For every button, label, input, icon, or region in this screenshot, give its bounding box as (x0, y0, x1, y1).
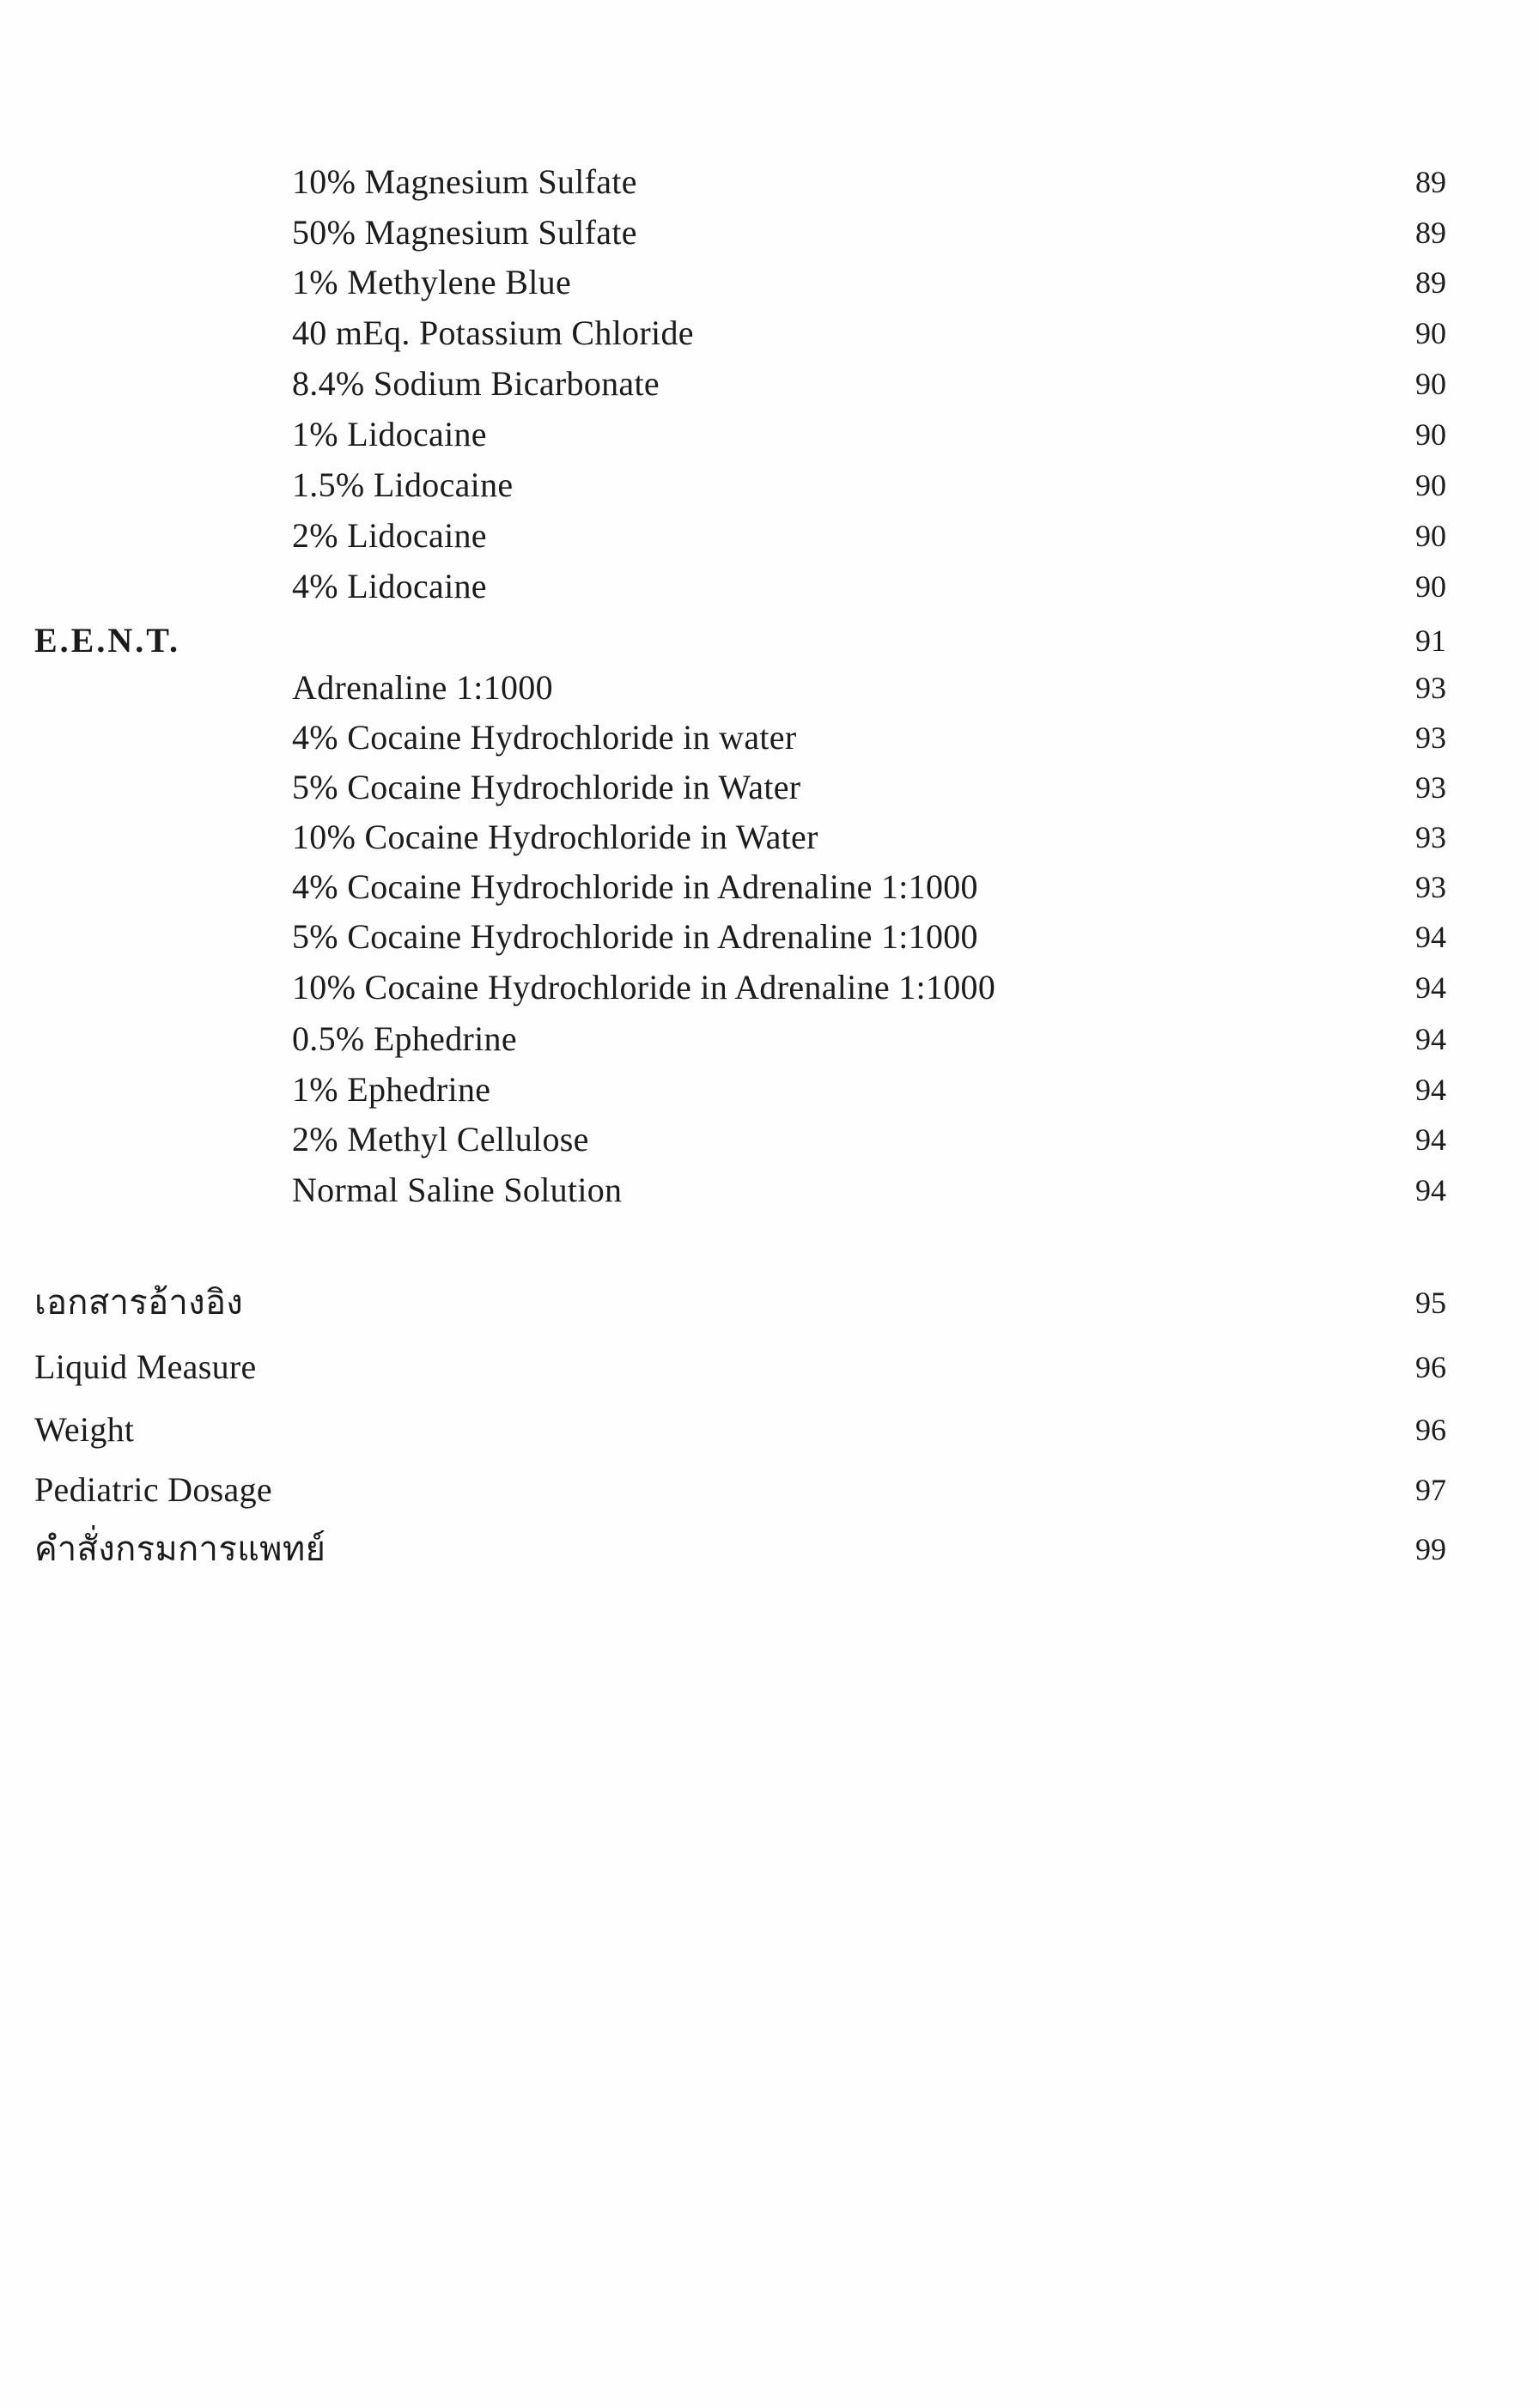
toc-entry (0, 566, 1539, 607)
toc-entry (0, 465, 1539, 506)
toc-entry-title: 10% Cocaine Hydrochloride in Adrenaline 1:1000 (292, 968, 996, 1006)
toc-entry (0, 161, 1539, 203)
toc-entry-title: 4% Cocaine Hydrochloride in Adrenaline 1:1000 (292, 867, 978, 906)
toc-entry-title: 10% Magnesium Sulfate (292, 162, 637, 201)
toc-entry-page: 90 (1415, 569, 1446, 604)
toc-entry-page: 95 (1415, 1286, 1446, 1320)
toc-entry-page: 94 (1415, 1122, 1446, 1157)
toc-entry-page: 91 (1415, 623, 1446, 658)
toc-entry-title: 10% Cocaine Hydrochloride in Water (292, 818, 818, 856)
toc-entry (0, 967, 1539, 1008)
toc-entry-page: 89 (1415, 265, 1446, 300)
toc-entry (0, 717, 1539, 758)
toc-entry-page: 94 (1415, 1022, 1446, 1056)
toc-top-entry (0, 1347, 1539, 1388)
toc-top-entry (0, 1529, 1539, 1570)
toc-entry-title: 2% Methyl Cellulose (292, 1120, 589, 1158)
toc-entry (0, 1069, 1539, 1110)
toc-entry-page: 93 (1415, 671, 1446, 705)
toc-entry (0, 1119, 1539, 1160)
toc-entry-title: Adrenaline 1:1000 (292, 668, 553, 707)
toc-entry-title: คำสั่งกรมการแพทย์ (34, 1529, 326, 1568)
toc-entry (0, 313, 1539, 354)
toc-entry-page: 94 (1415, 970, 1446, 1005)
toc-entry-title: เอกสารอ้างอิง (34, 1283, 244, 1322)
toc-entry-page: 93 (1415, 770, 1446, 805)
toc-entry-title: 5% Cocaine Hydrochloride in Water (292, 768, 801, 806)
toc-entry (0, 667, 1539, 708)
toc-entry-title: 50% Magnesium Sulfate (292, 213, 637, 252)
toc-entry (0, 817, 1539, 858)
toc-entry-page: 94 (1415, 920, 1446, 954)
toc-entry-page: 90 (1415, 367, 1446, 401)
toc-entry-title: Pediatric Dosage (34, 1470, 272, 1509)
toc-entry (0, 767, 1539, 808)
toc-entry-title: 5% Cocaine Hydrochloride in Adrenaline 1:1000 (292, 917, 978, 956)
toc-entry (0, 262, 1539, 303)
toc-top-entry (0, 1409, 1539, 1450)
toc-entry-page: 89 (1415, 165, 1446, 199)
toc-top-entry (0, 1469, 1539, 1511)
toc-entry-page: 89 (1415, 216, 1446, 250)
toc-entry-title: 1% Methylene Blue (292, 263, 572, 301)
toc-entry-title: 4% Lidocaine (292, 567, 487, 605)
toc-entry-title: Liquid Measure (34, 1347, 257, 1386)
toc-section-heading (0, 620, 1539, 661)
toc-entry-page: 90 (1415, 316, 1446, 350)
toc-entry-title: 1% Lidocaine (292, 415, 487, 453)
toc-entry-page: 94 (1415, 1073, 1446, 1107)
toc-entry-title: 40 mEq. Potassium Chloride (292, 313, 694, 352)
toc-entry-title: 8.4% Sodium Bicarbonate (292, 364, 660, 403)
toc-entry (0, 515, 1539, 556)
toc-entry-title: 0.5% Ephedrine (292, 1019, 517, 1058)
toc-entry-page: 97 (1415, 1473, 1446, 1507)
toc-entry-page: 93 (1415, 721, 1446, 755)
toc-entry (0, 916, 1539, 958)
toc-entry-title: 4% Cocaine Hydrochloride in water (292, 718, 797, 757)
toc-entry (0, 1170, 1539, 1211)
toc-entry-page: 96 (1415, 1413, 1446, 1447)
toc-entry-page: 90 (1415, 519, 1446, 553)
toc-top-entry (0, 1282, 1539, 1323)
toc-entry (0, 867, 1539, 908)
toc-entry (0, 363, 1539, 404)
section-title: E.E.N.T. (34, 621, 180, 660)
toc-entry (0, 414, 1539, 455)
toc-entry-page: 93 (1415, 820, 1446, 854)
toc-entry (0, 212, 1539, 253)
toc-entry-title: 1.5% Lidocaine (292, 465, 514, 504)
toc-entry-title: 1% Ephedrine (292, 1070, 491, 1109)
toc-entry (0, 1019, 1539, 1060)
toc-entry-title: Weight (34, 1410, 135, 1449)
toc-entry-page: 90 (1415, 468, 1446, 502)
toc-entry-page: 90 (1415, 417, 1446, 452)
toc-entry-page: 96 (1415, 1350, 1446, 1384)
toc-entry-title: 2% Lidocaine (292, 516, 487, 555)
toc-entry-page: 99 (1415, 1532, 1446, 1566)
toc-entry-page: 93 (1415, 870, 1446, 904)
toc-entry-title: Normal Saline Solution (292, 1171, 623, 1209)
toc-entry-page: 94 (1415, 1173, 1446, 1207)
